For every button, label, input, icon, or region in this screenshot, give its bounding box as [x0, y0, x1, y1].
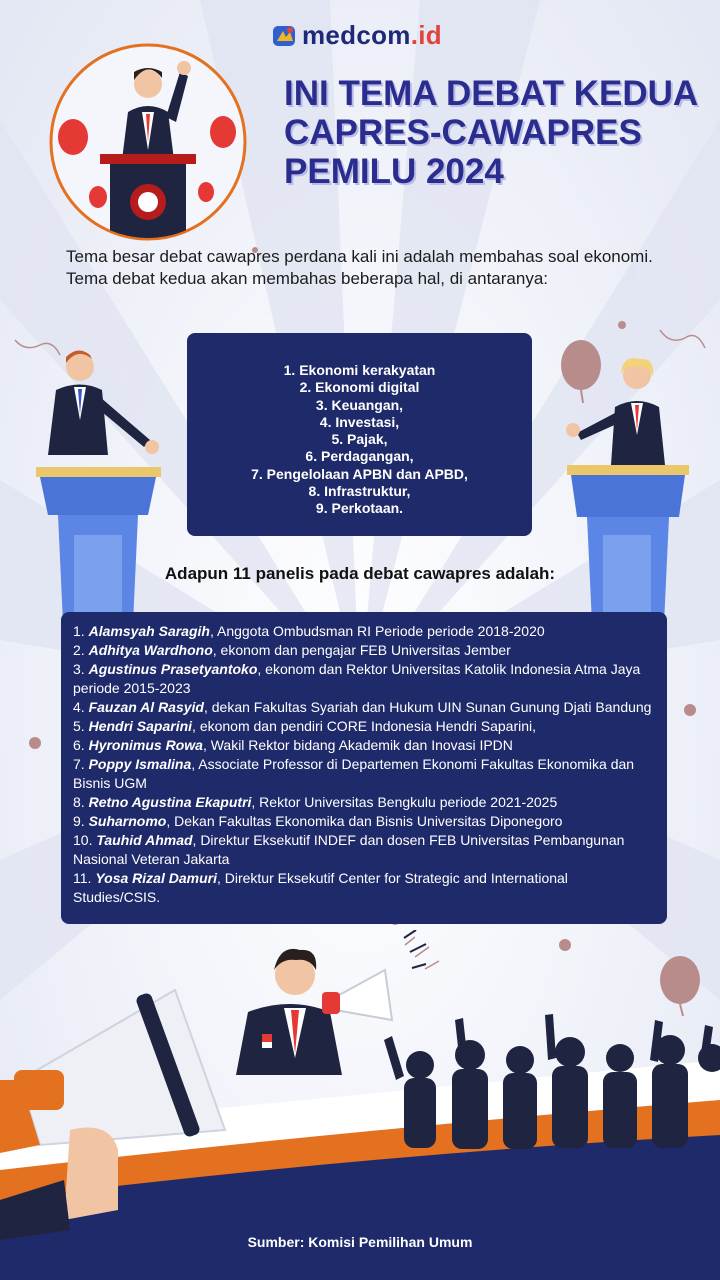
medcom-logo-icon [272, 23, 298, 49]
topic-item: 6. Perdagangan, [305, 448, 414, 465]
topic-item: 3. Keuangan, [315, 396, 404, 413]
topics-box [187, 333, 532, 536]
right-debater-illustration [553, 335, 713, 645]
intro-paragraph: Tema besar debat cawapres perdana kali ini adalah membahas soal ekonomi. Tema debat kedua akan membahas beberapa hal, di antaranya: [66, 247, 653, 288]
topic-item: 2. Ekonomi digital [299, 379, 420, 396]
topic-item: 1. Ekonomi kerakyatan [283, 362, 436, 378]
panelist-item: 4. Fauzan Al Rasyid, dekan Fakultas Syariah dan Hukum UIN Sunan Gunung Djati Bandung [73, 699, 652, 715]
panelist-item: 5. Hendri Saparini, ekonom dan pendiri CORE Indonesia Hendri Saparini, [73, 718, 537, 734]
topic-item: 9. Perkotaan. [315, 500, 404, 517]
panelist-item: 10. Tauhid Ahmad, Direktur Eksekutif INDEF dan dosen FEB Universitas Pembangunan Nasional Veteran Jakarta [73, 832, 625, 867]
panelist-item: 7. Poppy Ismalina, Associate Professor di Departemen Ekonomi Fakultas Ekonomika dan Bisnis UGM [73, 756, 635, 791]
topic-item: 4. Investasi, [319, 413, 400, 430]
topic-item: 5. Pajak, [331, 431, 388, 448]
topic-item: 8. Infrastruktur, [308, 483, 411, 500]
medcom-logo [272, 20, 442, 51]
source-credit: Sumber: Komisi Pemilihan Umum [247, 1234, 473, 1250]
page-title: INI TEMA DEBAT KEDUA CAPRES-CAWAPRES PEMILU 2024 [284, 74, 699, 191]
bottom-scene-illustration [0, 930, 720, 1280]
panelist-item: 1. Alamsyah Saragih, Anggota Ombudsman RI Periode periode 2018-2020 [73, 623, 545, 639]
topic-item: 7. Pengelolaan APBN dan APBD, [251, 465, 468, 482]
speaker-circle-illustration [48, 42, 248, 242]
panelists-box [61, 612, 667, 924]
panelist-item: 3. Agustinus Prasetyantoko, ekonom dan Rektor Universitas Katolik Indonesia Atma Jaya periode 2015-2023 [73, 661, 641, 696]
logo-text: medcom.id [302, 20, 442, 50]
panelists-heading: Adapun 11 panelis pada debat cawapres adalah: [164, 564, 556, 583]
panelist-item: 11. Yosa Rizal Damuri, Direktur Eksekutif Center for Strategic and International Studies/CSIS. [73, 870, 568, 905]
panelist-item: 8. Retno Agustina Ekaputri, Rektor Universitas Bengkulu periode 2021-2025 [73, 794, 558, 810]
left-debater-illustration [30, 345, 190, 645]
panelist-item: 2. Adhitya Wardhono, ekonom dan pengajar FEB Universitas Jember [73, 642, 511, 658]
panelist-item: 9. Suharnomo, Dekan Fakultas Ekonomika dan Bisnis Universitas Diponegoro [73, 813, 563, 829]
panelist-item: 6. Hyronimus Rowa, Wakil Rektor bidang Akademik dan Inovasi IPDN [73, 737, 513, 753]
